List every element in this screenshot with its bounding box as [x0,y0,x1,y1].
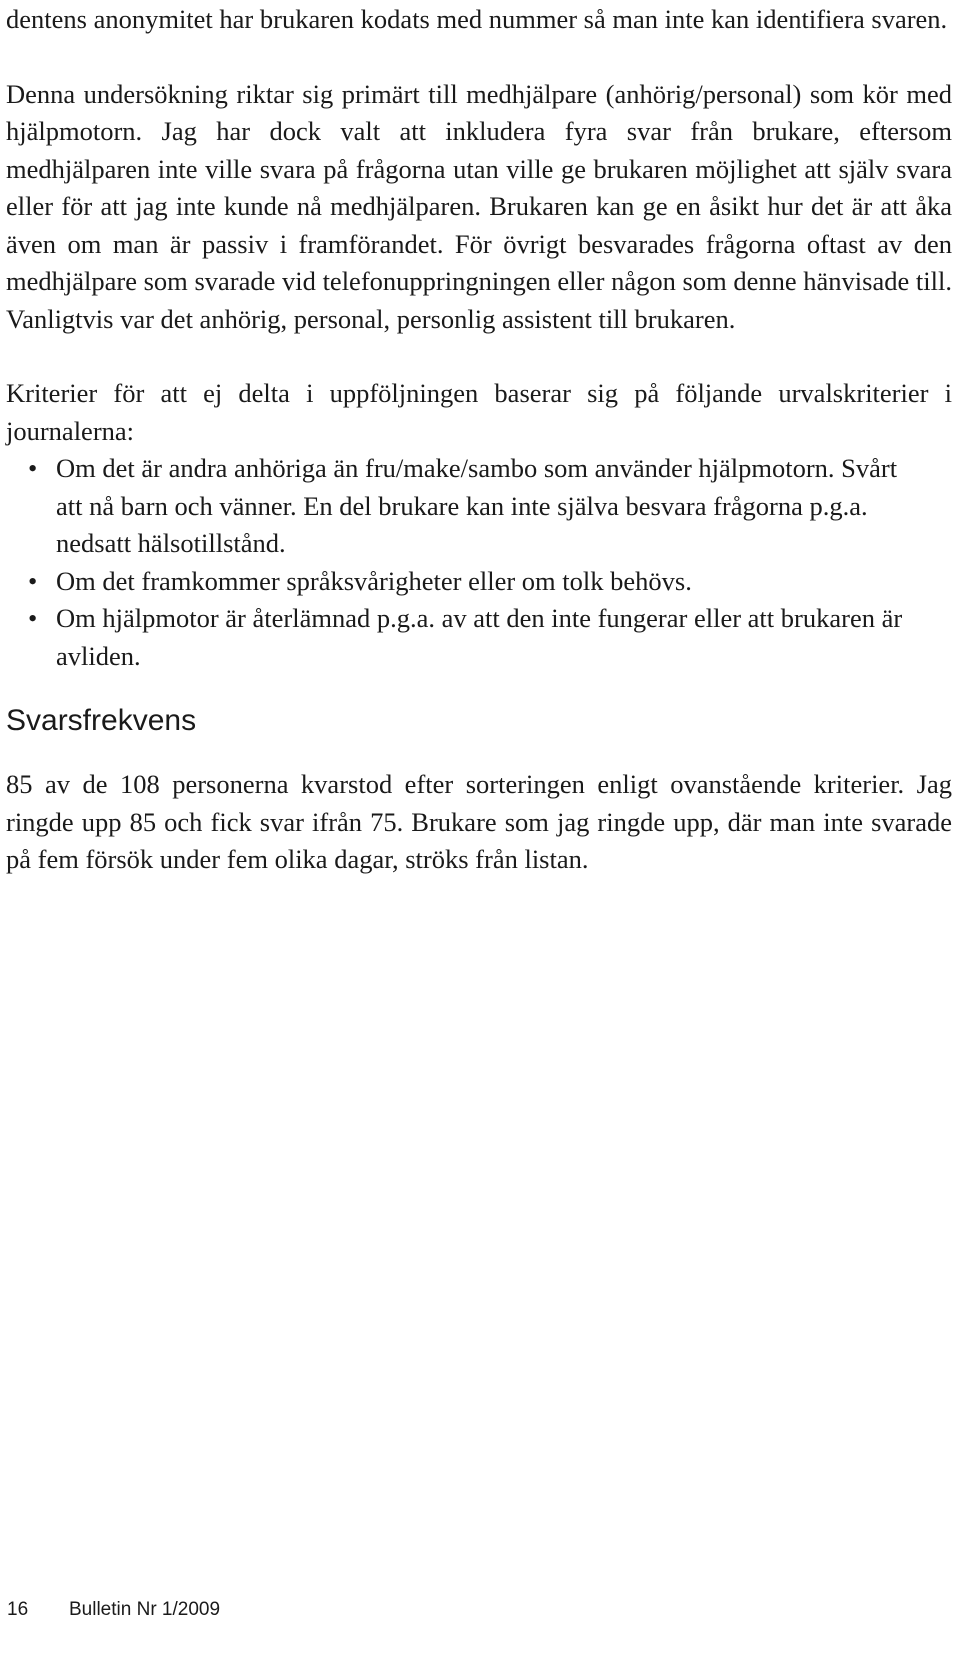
list-item-text: Om hjälpmotor är återlämnad p.g.a. av att den inte fungerar eller att brukaren är avliden. [56,603,903,671]
list-item [6,600,952,675]
paragraph-response-rate: 85 av de 108 personerna kvarstod efter sorteringen enligt ovanstående kriterier. Jag ringde upp 85 och fick svar ifrån 75. Brukare som jag ringde upp, där man inte svarade på fem försök under fem olika dagar, ströks från listan. [6,769,952,874]
publication-title: Bulletin Nr 1/2009 [69,1599,221,1620]
document-page [6,0,952,879]
bullet-icon: • [28,453,38,483]
criteria-list [6,450,952,675]
list-item-text: Om det är andra anhöriga än fru/make/sambo som använder hjälpmotorn. Svårt att nå barn och vänner. En del brukare kan inte själva besvara frågorna p.g.a. nedsatt hälsotillstånd. [56,453,898,558]
list-item [6,563,952,601]
paragraph-anonymity: dentens anonymitet har brukaren kodats med nummer så man inte kan identifiera svaren. [6,4,948,34]
list-item [6,450,952,563]
paragraph-target-group: Denna undersökning riktar sig primärt till medhjälpare (anhörig/personal) som kör med hjälpmotorn. Jag har dock valt att inkludera fyra svar från brukare, eftersom medhjälparen inte ville svara på frågorna utan ville ge brukaren möjlighet att själv svara eller för att jag inte kunde nå medhjälparen. Brukaren kan ge en åsikt hur det är att åka även om man är passiv i framförandet. För övrigt besvarades frågorna oftast av den medhjälpare som svarade vid telefonuppringningen eller någon som denne hänvisade till. Vanligtvis var det anhörig, personal, personlig assistent till brukaren. [6,78,952,334]
page-number: 16 [7,1599,29,1620]
bullet-icon: • [28,565,38,596]
section-heading: Svarsfrekvens [6,704,197,737]
list-item-text: Om det framkommer språksvårigheter eller om tolk behövs. [56,565,692,596]
paragraph-criteria-intro: Kriterier för att ej delta i uppföljningen baserar sig på följande urvalskriterier i journalerna: [6,378,952,446]
bullet-icon: • [28,603,38,633]
page-footer [7,1599,220,1621]
